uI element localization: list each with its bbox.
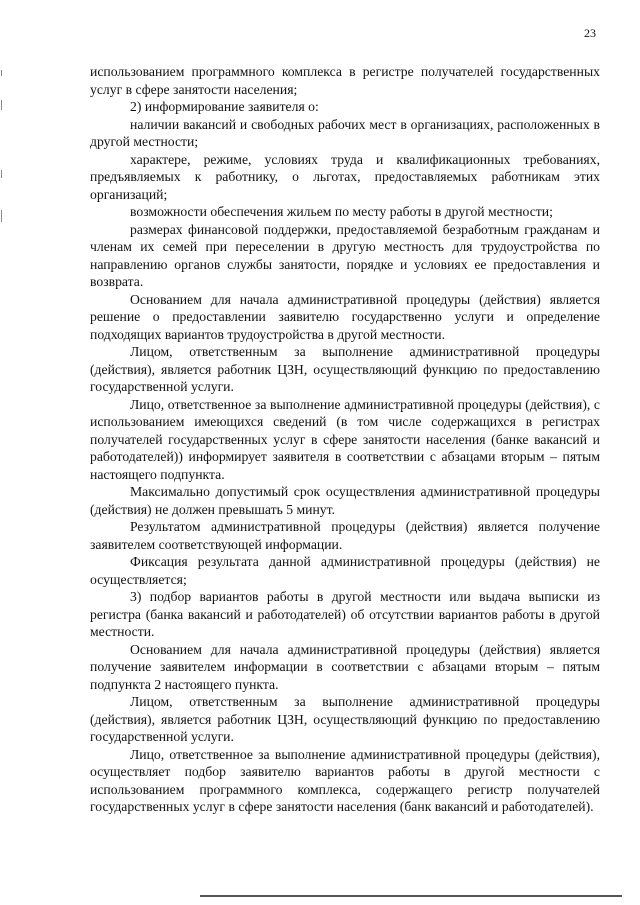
paragraph: наличии вакансий и свободных рабочих мест в организациях, расположенных в другой местности; — [90, 116, 600, 149]
bottom-edge-line — [200, 895, 622, 897]
paragraph: Лицо, ответственное за выполнение административной процедуры (действия), с использованием имеющихся сведений (в том числе содержащихся в регистрах получателей государственных услуг в сфере занятости населения (банке вакансий и работодателей)) информирует заявителя в соответствии с абзацами вторым – пятым настоящего подпункта. — [90, 396, 600, 482]
paragraph: 3) подбор вариантов работы в другой местности или выдача выписки из регистра (банка вакансий и работодателей) об отсутствии вариантов работы в другой местности. — [90, 589, 600, 639]
paragraph: Лицом, ответственным за выполнение административной процедуры (действия), является работник ЦЗН, осуществляющий функцию по предоставлению государственной услуги. — [90, 694, 600, 744]
paragraph: Результатом административной процедуры (действия) является получение заявителем соответствующей информации. — [90, 519, 600, 552]
paragraph: возможности обеспечения жильем по месту работы в другой местности; — [130, 204, 553, 219]
paragraph: использованием программного комплекса в регистре получателей государственных услуг в сфере занятости населения; — [90, 64, 600, 97]
paragraph: характере, режиме, условиях труда и квалификационных требованиях, предъявляемых к работнику, о льготах, предоставляемых работникам этих организаций; — [90, 151, 600, 202]
page-number: 23 — [584, 26, 596, 40]
paragraph: Максимально допустимый срок осуществления административной процедуры (действия) не должен превышать 5 минут. — [90, 484, 600, 517]
paragraph: размерах финансовой поддержки, предоставляемой безработным гражданам и членам их семей при переселении в другую местность для трудоустройства по направлению органов службы занятости, порядке и условиях ее предоставления и возврата. — [90, 221, 600, 289]
paragraph: Основанием для начала административной процедуры (действия) является получение заявителем информации в соответствии с абзацами вторым – пятым подпункта 2 настоящего пункта. — [90, 641, 600, 692]
scan-edge-marks — [0, 30, 6, 330]
paragraph: Основанием для начала административной процедуры (действия) является решение о предоставлении заявителю государственно услуги и определение подходящих вариантов трудоустройства в другой местности. — [90, 291, 600, 342]
paragraph: Фиксация результата данной административной процедуры (действия) не осуществляется; — [90, 554, 600, 587]
paragraph: Лицом, ответственным за выполнение административной процедуры (действия), является работник ЦЗН, осуществляющий функцию по предоставлению государственной услуги. — [90, 344, 600, 394]
paragraph: Лицо, ответственное за выполнение административной процедуры (действия), осуществляет подбор заявителю вариантов работы в другой местности с использованием программного комплекса, содержащего регистр получателей государственных услуг в сфере занятости населения (банк вакансий и работодателей). — [90, 746, 600, 814]
paragraph: 2) информирование заявителя о: — [130, 99, 319, 114]
document-body — [90, 63, 600, 816]
